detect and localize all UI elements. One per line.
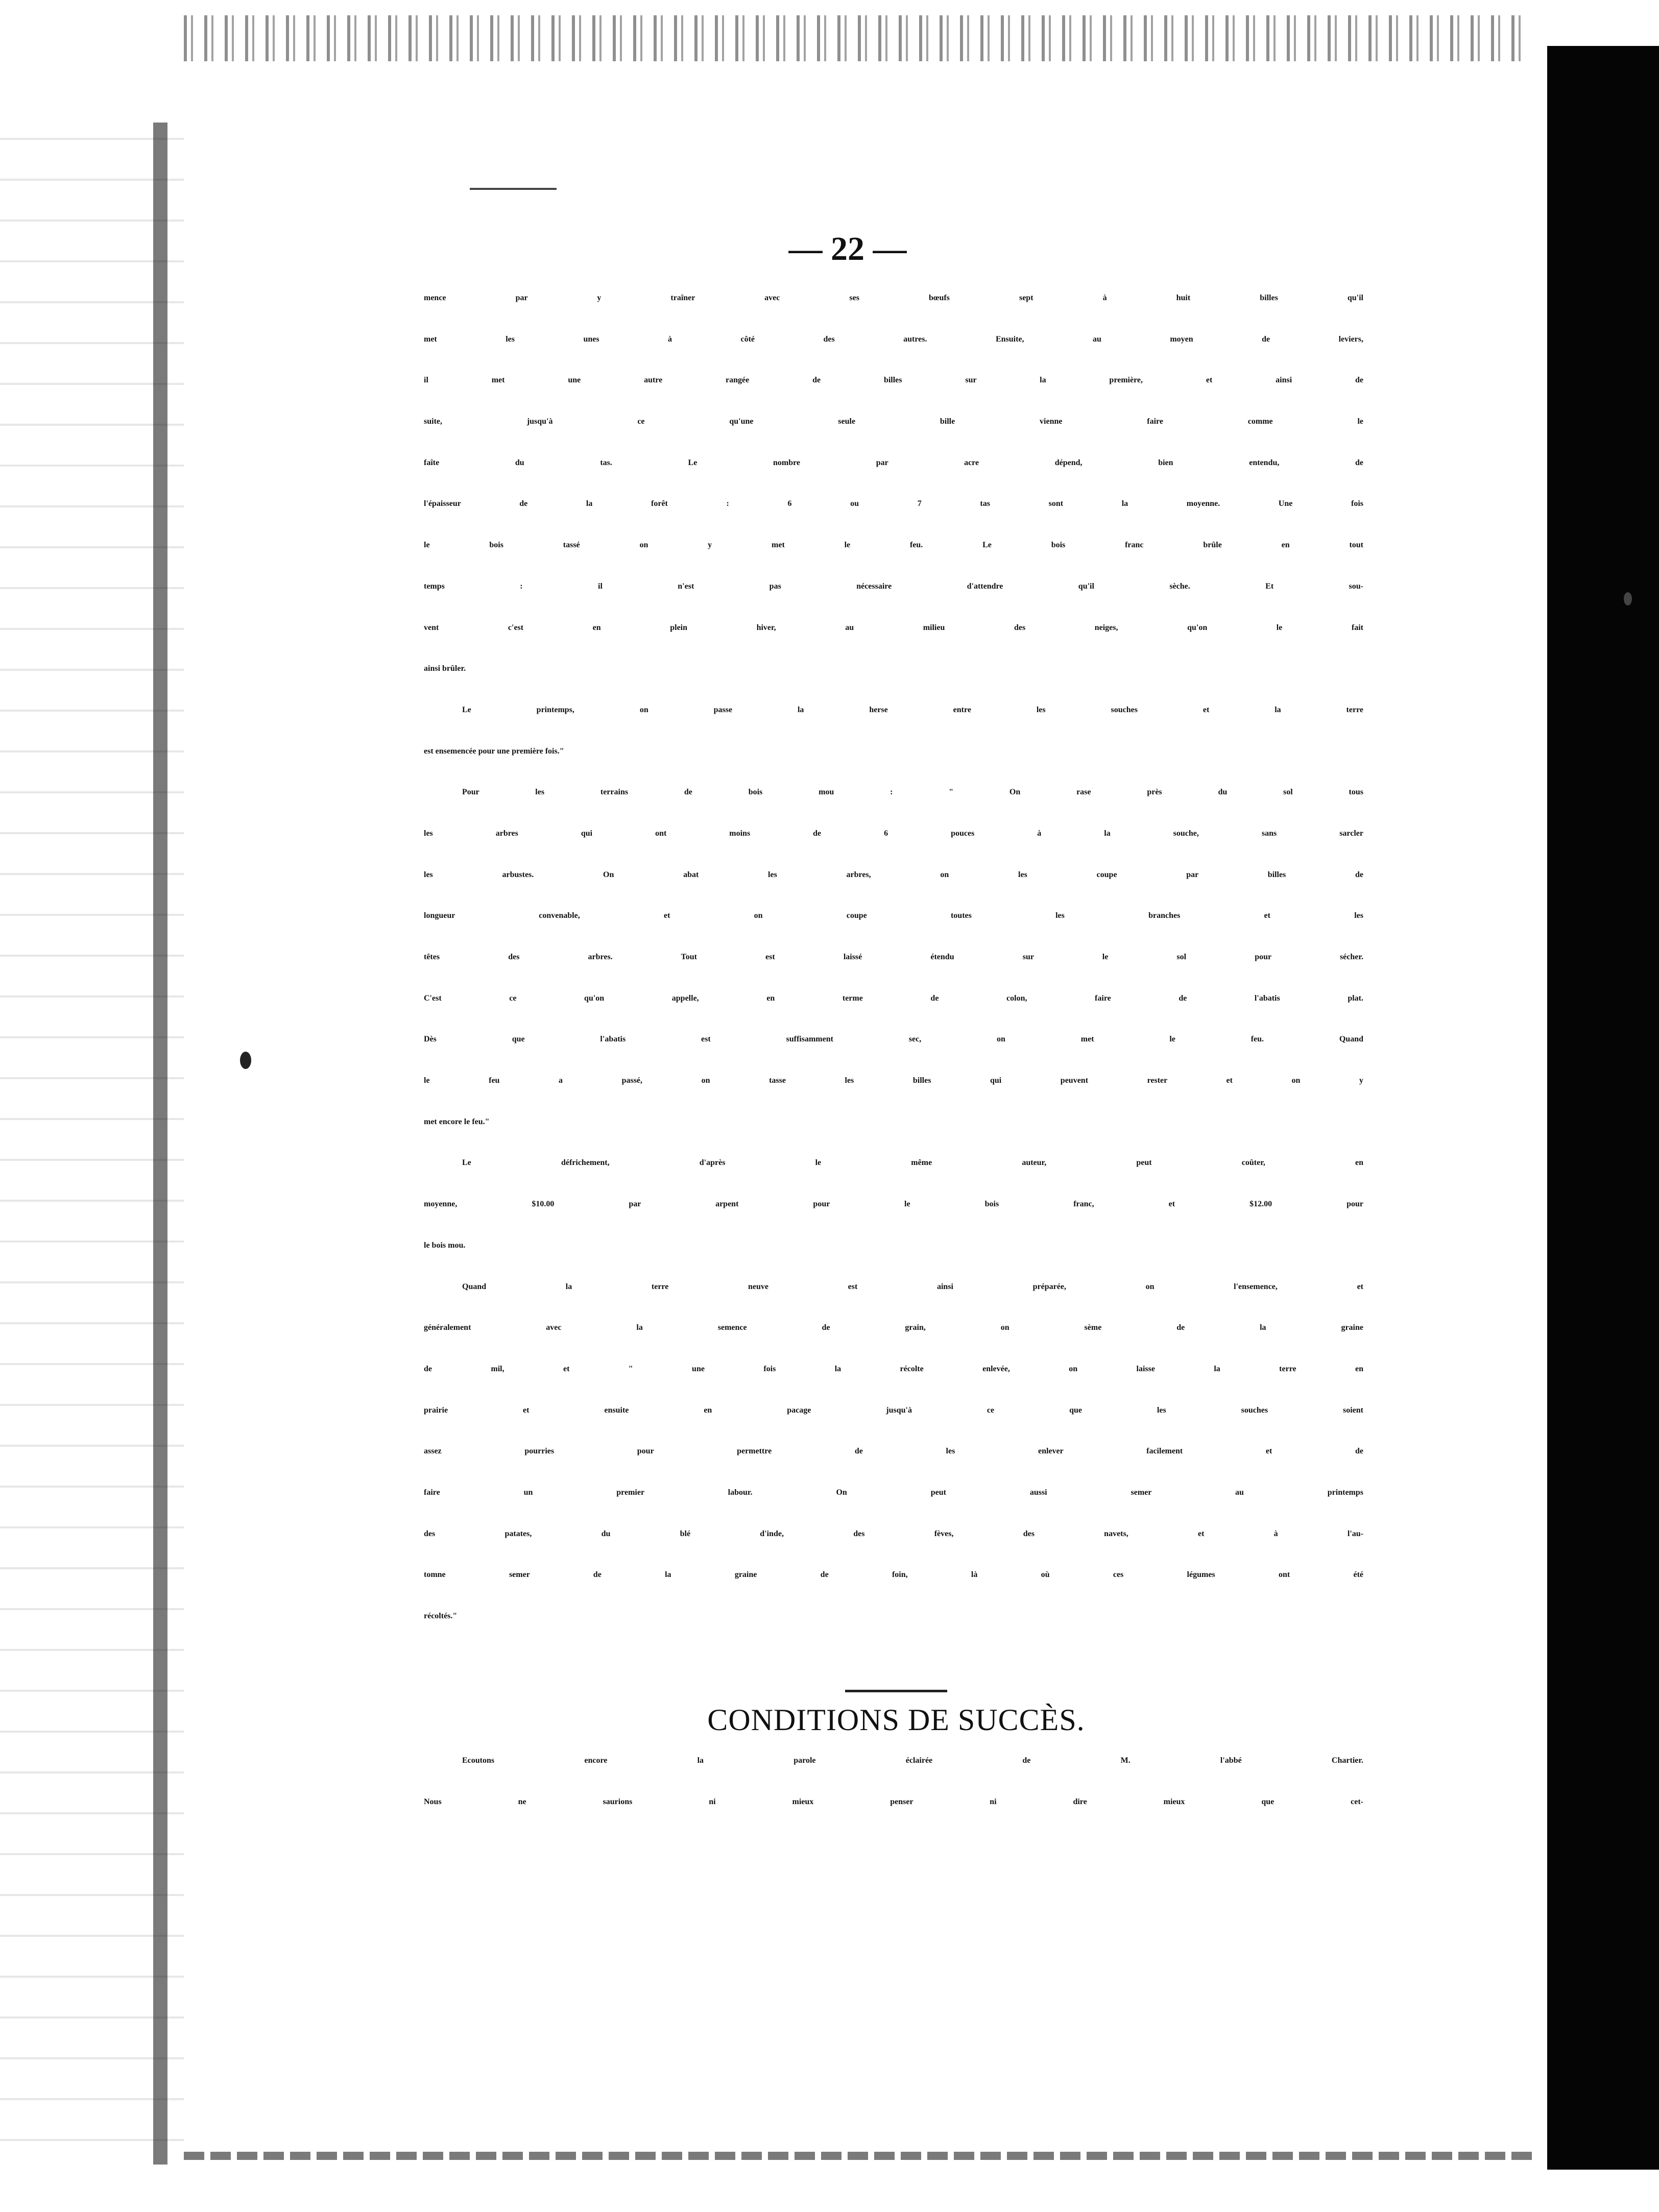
text-line: suite, jusqu'à ce qu'une seule bille vienne faire comme le <box>424 417 1363 426</box>
text-line: Le défrichement, d'après le même auteur, peut coûter, en <box>462 1158 1363 1168</box>
paragraph <box>424 788 1363 1158</box>
scan-noise-bottom <box>184 2152 1532 2160</box>
text-line: moyenne, $10.00 par arpent pour le bois franc, et $12.00 pour <box>424 1200 1363 1209</box>
text-line: de mil, et " une fois la récolte enlevée, on laisse la terre en <box>424 1364 1363 1373</box>
text-line: tomne semer de la graine de foin, là où ces légumes ont été <box>424 1570 1363 1579</box>
text-line: les arbres qui ont moins de 6 pouces à la souche, sans sarcler <box>424 829 1363 838</box>
text-line: faire un premier labour. On peut aussi semer au printemps <box>424 1488 1363 1497</box>
text-line: l'épaisseur de la forêt : 6 ou 7 tas sont la moyenne. Une fois <box>424 499 1363 508</box>
text-line: prairie et ensuite en pacage jusqu'à ce que les souches soient <box>424 1405 1363 1415</box>
paragraph <box>424 294 1363 706</box>
text-line: temps : il n'est pas nécessaire d'attendre qu'il sèche. Et sou- <box>424 581 1363 591</box>
top-rule <box>470 188 557 190</box>
text-line: Le printemps, on passe la herse entre les souches et la terre <box>462 705 1363 714</box>
body-text <box>424 294 1363 1653</box>
text-line: vent c'est en plein hiver, au milieu des neiges, qu'on le fait <box>424 623 1363 632</box>
paragraph <box>424 1282 1363 1653</box>
text-line: le bois mou. <box>424 1241 466 1250</box>
section-rule <box>845 1690 947 1692</box>
scan-binding-edge <box>153 123 167 2165</box>
text-line: C'est ce qu'on appelle, en terme de colon, faire de l'abatis plat. <box>424 993 1363 1003</box>
text-line: Ecoutons encore la parole éclairée de M. l'abbé Chartier. <box>462 1756 1363 1765</box>
text-line: ainsi brûler. <box>424 664 466 673</box>
text-line: généralement avec la semence de grain, on sème de la graine <box>424 1323 1363 1332</box>
text-line: est ensemencée pour une première fois." <box>424 746 564 756</box>
text-line: assez pourries pour permettre de les enlever facilement et de <box>424 1447 1363 1456</box>
text-line: Pour les terrains de bois mou : " On rase près du sol tous <box>462 788 1363 797</box>
text-line: Nous ne saurions ni mieux penser ni dire mieux que cet- <box>424 1797 1363 1806</box>
text-line: faîte du tas. Le nombre par acre dépend, bien entendu, de <box>424 458 1363 467</box>
text-line: les arbustes. On abat les arbres, on les coupe par billes de <box>424 870 1363 879</box>
text-line: longueur convenable, et on coupe toutes les branches et les <box>424 911 1363 920</box>
text-line: des patates, du blé d'inde, des fèves, des navets, et à l'au- <box>424 1529 1363 1538</box>
scan-noise-top <box>184 15 1532 61</box>
text-line: mence par y traîner avec ses bœufs sept à huit billes qu'il <box>424 294 1363 302</box>
text-line: Dès que l'abatis est suffisamment sec, on met le feu. Quand <box>424 1035 1363 1044</box>
text-line: têtes des arbres. Tout est laissé étendu sur le sol pour sécher. <box>424 953 1363 961</box>
tail-paragraph <box>424 1756 1363 1838</box>
scan-dark-edge-right <box>1547 46 1659 2170</box>
text-line: récoltés." <box>424 1612 458 1620</box>
text-line: met encore le feu." <box>424 1117 490 1126</box>
text-line: le feu a passé, on tasse les billes qui peuvent rester et on y <box>424 1076 1363 1085</box>
text-line: il met une autre rangée de billes sur la première, et ainsi de <box>424 376 1363 385</box>
text-line: Quand la terre neuve est ainsi préparée, on l'ensemence, et <box>462 1282 1363 1291</box>
paragraph <box>424 1158 1363 1282</box>
ink-spot <box>1624 592 1632 605</box>
section-title: CONDITIONS DE SUCCÈS. <box>707 1703 1085 1737</box>
paragraph <box>424 706 1363 788</box>
text-line: met les unes à côté des autres. Ensuite, au moyen de leviers, <box>424 334 1363 344</box>
ink-spot <box>240 1052 251 1069</box>
text-line: le bois tassé on y met le feu. Le bois franc brûle en tout <box>424 541 1363 550</box>
page-number: — 22 — <box>788 230 907 268</box>
